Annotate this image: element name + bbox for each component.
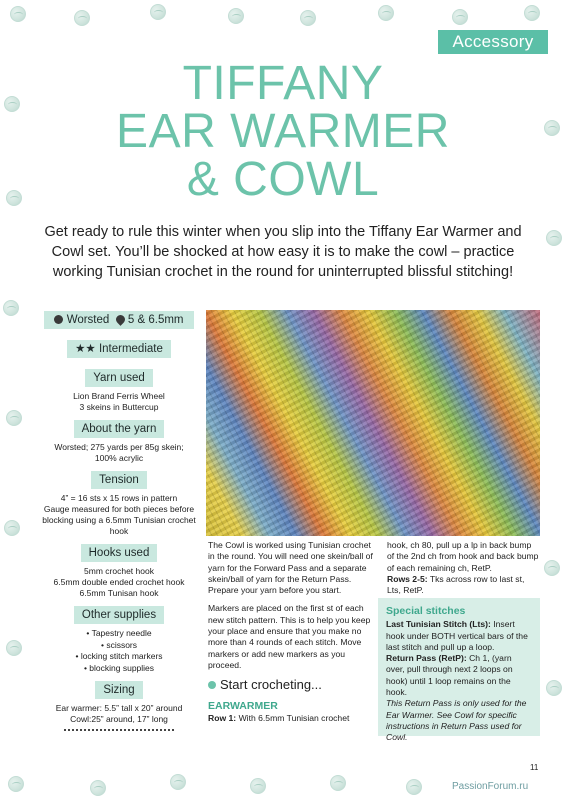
yarn-ball-icon: [6, 640, 22, 656]
info-line: Gauge measured for both pieces before: [43, 504, 195, 514]
yarn-ball-icon: [8, 776, 24, 792]
supply-item: • blocking supplies: [40, 663, 198, 675]
row-1-instruction: [208, 713, 378, 724]
instructions-column-1: [208, 540, 378, 724]
info-line: 100% acrylic: [94, 453, 144, 463]
yarn-ball-icon: [74, 10, 90, 26]
intro-paragraph: Get ready to rule this winter when you slip into the Tiffany Ear Warmer and Cowl set. You’ll be shocked at how easy it is to make the cowl – practice working Tunisian crochet in the round for uninterrupted blissful stitching!: [44, 224, 522, 280]
info-line: 4” = 16 sts x 15 rows in pattern: [60, 493, 178, 503]
info-line: blocking using a 6.5mm Tunisian crochet: [42, 515, 196, 525]
info-line: 5mm crochet hook: [84, 566, 154, 576]
rows-2-5-instruction: [387, 574, 539, 597]
special-note: This Return Pass is only used for the Ear Warmer. See Cowl for specific instructions in Return Pass used for Cowl.: [386, 698, 527, 743]
skill-level: Intermediate: [98, 343, 163, 355]
row-label: Row 1:: [208, 712, 237, 723]
page-number: 11: [530, 763, 539, 772]
skill-level-pill: [67, 340, 171, 358]
yarn-ball-icon: [250, 778, 266, 794]
yarn-ball-icon: [330, 775, 346, 791]
yarn-ball-icon: [150, 4, 166, 20]
hook-icon: [114, 314, 127, 327]
special-stitches-box: [378, 598, 540, 743]
info-line: Lion Brand Ferris Wheel: [73, 391, 165, 401]
supply-item: • locking stitch markers: [40, 651, 198, 663]
yarn-ball-icon: [452, 9, 468, 25]
row-1-continued: hook, ch 80, pull up a lp in back bump of the 2nd ch from hook and back bump of each remaining ch, RetP.: [387, 540, 539, 573]
yarn-ball-icon: [170, 774, 186, 790]
stitch-text: Insert hook under BOTH vertical bars of the last stitch and pull up a loop.: [386, 619, 528, 652]
yarn-ball-icon: [546, 230, 562, 246]
yarn-ball-icon: [3, 300, 19, 316]
watermark: PassionForum.ru: [452, 781, 529, 792]
section-heading: About the yarn: [74, 420, 165, 438]
info-line: Ear warmer: 5.5” tall x 20” around: [55, 703, 183, 713]
section-heading: Tension: [91, 471, 147, 489]
yarn-border-top: [0, 0, 566, 34]
stitch-label: Return Pass (RetP):: [386, 653, 467, 664]
earwarmer-heading: EARWARMER: [208, 699, 278, 712]
about-yarn-section: [40, 419, 198, 464]
row-text: With 6.5mm Tunisian crochet: [238, 712, 350, 723]
dotted-divider: [64, 729, 174, 731]
body-paragraph: Markers are placed on the first st of each new stitch pattern. This is to help you keep your place and ensure that you make no more than 4 rounds of each stitch. Move markers or add new markers as you proceed.: [208, 603, 371, 670]
info-line: Worsted; 275 yards per 85g skein;: [54, 442, 184, 452]
retp-definition: [386, 653, 532, 698]
tension-section: [40, 470, 198, 537]
yarn-weight: Worsted: [66, 314, 110, 326]
hook-size: 5 & 6.5mm: [127, 314, 184, 326]
other-supplies-section: [40, 605, 198, 674]
section-heading: Yarn used: [85, 369, 153, 387]
yarn-ball-icon: [4, 520, 20, 536]
sizing-section: [40, 680, 198, 731]
supply-item: • Tapestry needle: [40, 628, 198, 640]
start-label: Start crocheting...: [220, 677, 322, 693]
bullet-dot-icon: [208, 681, 216, 689]
instructions-column-2: [387, 540, 539, 596]
info-line: Cowl:25” around, 17” long: [70, 714, 168, 724]
page-title: [0, 57, 566, 206]
section-heading: Hooks used: [81, 544, 158, 562]
supply-item: • scissors: [40, 640, 198, 652]
info-line: 3 skeins in Buttercup: [79, 402, 159, 412]
photo-texture: [206, 310, 540, 536]
lts-definition: [386, 619, 532, 653]
knitted-cowl-photo: [206, 310, 540, 536]
start-heading: [208, 677, 378, 693]
pattern-info-sidebar: [40, 310, 198, 731]
row-label: Rows 2-5:: [387, 573, 428, 584]
hooks-used-section: [40, 543, 198, 599]
yarn-used-section: [40, 368, 198, 413]
yarn-ball-icon: [378, 5, 394, 21]
stitch-text: Ch 1, (yarn over, pull through next 2 loops on hook) until 1 loop remains on the hook.: [386, 653, 513, 698]
weight-hook-pill: [44, 311, 193, 329]
stitch-label: Last Tunisian Stitch (Lts):: [386, 619, 491, 630]
section-tag: Accessory: [438, 30, 548, 54]
yarn-ball-icon: [90, 780, 106, 796]
info-line: hook: [109, 526, 129, 536]
star-icon: ★★: [75, 343, 96, 355]
yarn-ball-icon: [6, 410, 22, 426]
title-line-2: EAR WARMER: [116, 105, 450, 158]
yarn-ball-icon: [544, 560, 560, 576]
yarn-weight-icon: [54, 315, 63, 324]
section-heading: Sizing: [95, 681, 142, 699]
section-heading: Other supplies: [74, 606, 164, 624]
yarn-ball-icon: [406, 779, 422, 795]
title-line-1: TIFFANY: [182, 57, 384, 110]
yarn-ball-icon: [228, 8, 244, 24]
info-line: 6.5mm Tunisan hook: [79, 588, 159, 598]
yarn-ball-icon: [300, 10, 316, 26]
info-line: 6.5mm double ended crochet hook: [53, 577, 185, 587]
special-stitches-heading: Special stitches: [386, 605, 466, 617]
title-line-3: & COWL: [186, 153, 380, 206]
body-paragraph: The Cowl is worked using Tunisian crochet in the round. You will need one skein/ball of yarn for the Forward Pass and a separate skein/ball of yarn for the Return Pass. Prepare your yarn before you start.: [208, 540, 373, 596]
yarn-ball-icon: [546, 680, 562, 696]
row-text: Tks across row to last st, Lts, RetP.: [387, 573, 525, 596]
